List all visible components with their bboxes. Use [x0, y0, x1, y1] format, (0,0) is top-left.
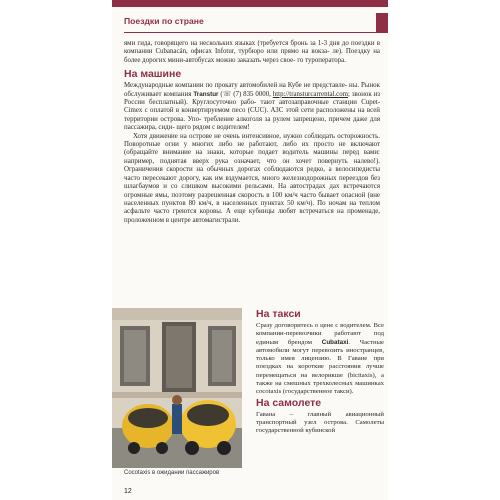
- book-page: [112, 0, 388, 500]
- taxi-paragraph: Сразу договоритесь о цене с водителем. Все компании-перевозчики работают под единым брендом Cubataxi. Частные автомобили могут перевозить иностранцев, только имея лицензию. В Гаване при поездках на короткие расстояния лучше перемещаться на велорикше (bicitaxis), а также на смешных трехколесных машинках cocotaxis (государственное такси).: [256, 322, 385, 396]
- car-paragraph-2: Хотя движение на острове не очень интенсивное, нужно соблюдать осторожность. Поворотные огни у многих либо не работают, либо их просто не включают (обращайте внимание на знаки, которые подает водитель машины перед вами: например, поднятая вверх рука означает, что он хочет повернуть налево!). Ограничения скорости на обычных дорогах соблюдаются редко, а велосипедисты часто пересекают дорогу, как им вздумается, много железнодорожных переездов без шлагбаумов и со слишком высокими рельсами. На автострадах дах встречаются огромные ямы, поэтому разрешенная скорость в 100 км/ч часто бывает опасной (вне населенных пунктов 80 км/ч, в населенных пунктах 50 км/ч). По ночам на теплом асфальте часто греются коровы. А еще кубинцы любят встречаться на променаде, проложенном в центре автомагистрали.: [124, 132, 381, 224]
- right-column: [256, 308, 384, 436]
- header-title: Поездки по стране: [124, 16, 204, 26]
- cocotaxi-photo: [112, 308, 242, 468]
- intro-paragraph: ями гида, говорящего на нескольких языках (требуется бронь за 1-3 дня до поездки в компании Cubanacán, офисах Infotur, турбюро или прямо на вокза- ле). Поездку на более дорогих мини-автобусах можно заказать через свое- го туроператора.: [124, 40, 380, 64]
- transtur-link-cont[interactable]: transturcarrental.com: [289, 90, 349, 98]
- photo-caption: Cocotaxis в ожидании пассажиров: [124, 470, 220, 476]
- cocotaxi-illustration: [112, 308, 242, 468]
- car-paragraph-1: Международные компании по прокату автомобилей на Кубе не представле- ны. Рынок обслуживает компания Transtur (☏ (7) 835 0000, http://transturcarrental.com; звонок из России бесплатный). Круглосуточно рабо- тают автозаправочные станции Cupet-Cimex с оплатой в конвертируемом песо (CUC). АЗС этой сети расположены на всей территории острова. Упо- требление алкоголя за рулем запрещено, причем даже для пассажира, сиди- щего рядом с водителем!: [124, 82, 380, 132]
- main-column: [124, 40, 380, 225]
- transtur-link[interactable]: http://: [272, 90, 290, 98]
- header-accent-block: [376, 13, 388, 32]
- plane-paragraph: Гавана – главный авиационный транспортный узел острова. Самолеты государственной кубинской: [256, 410, 384, 435]
- car-heading: На машине: [124, 68, 182, 81]
- running-header: [124, 13, 388, 33]
- top-accent-bar: [112, 0, 388, 7]
- plane-heading: На самолете: [256, 396, 322, 409]
- taxi-heading: На такси: [256, 308, 301, 320]
- cubataxi-brand: Cubataxi: [321, 338, 349, 346]
- transtur-brand: Transtur: [193, 90, 219, 98]
- page-number: 12: [124, 488, 132, 495]
